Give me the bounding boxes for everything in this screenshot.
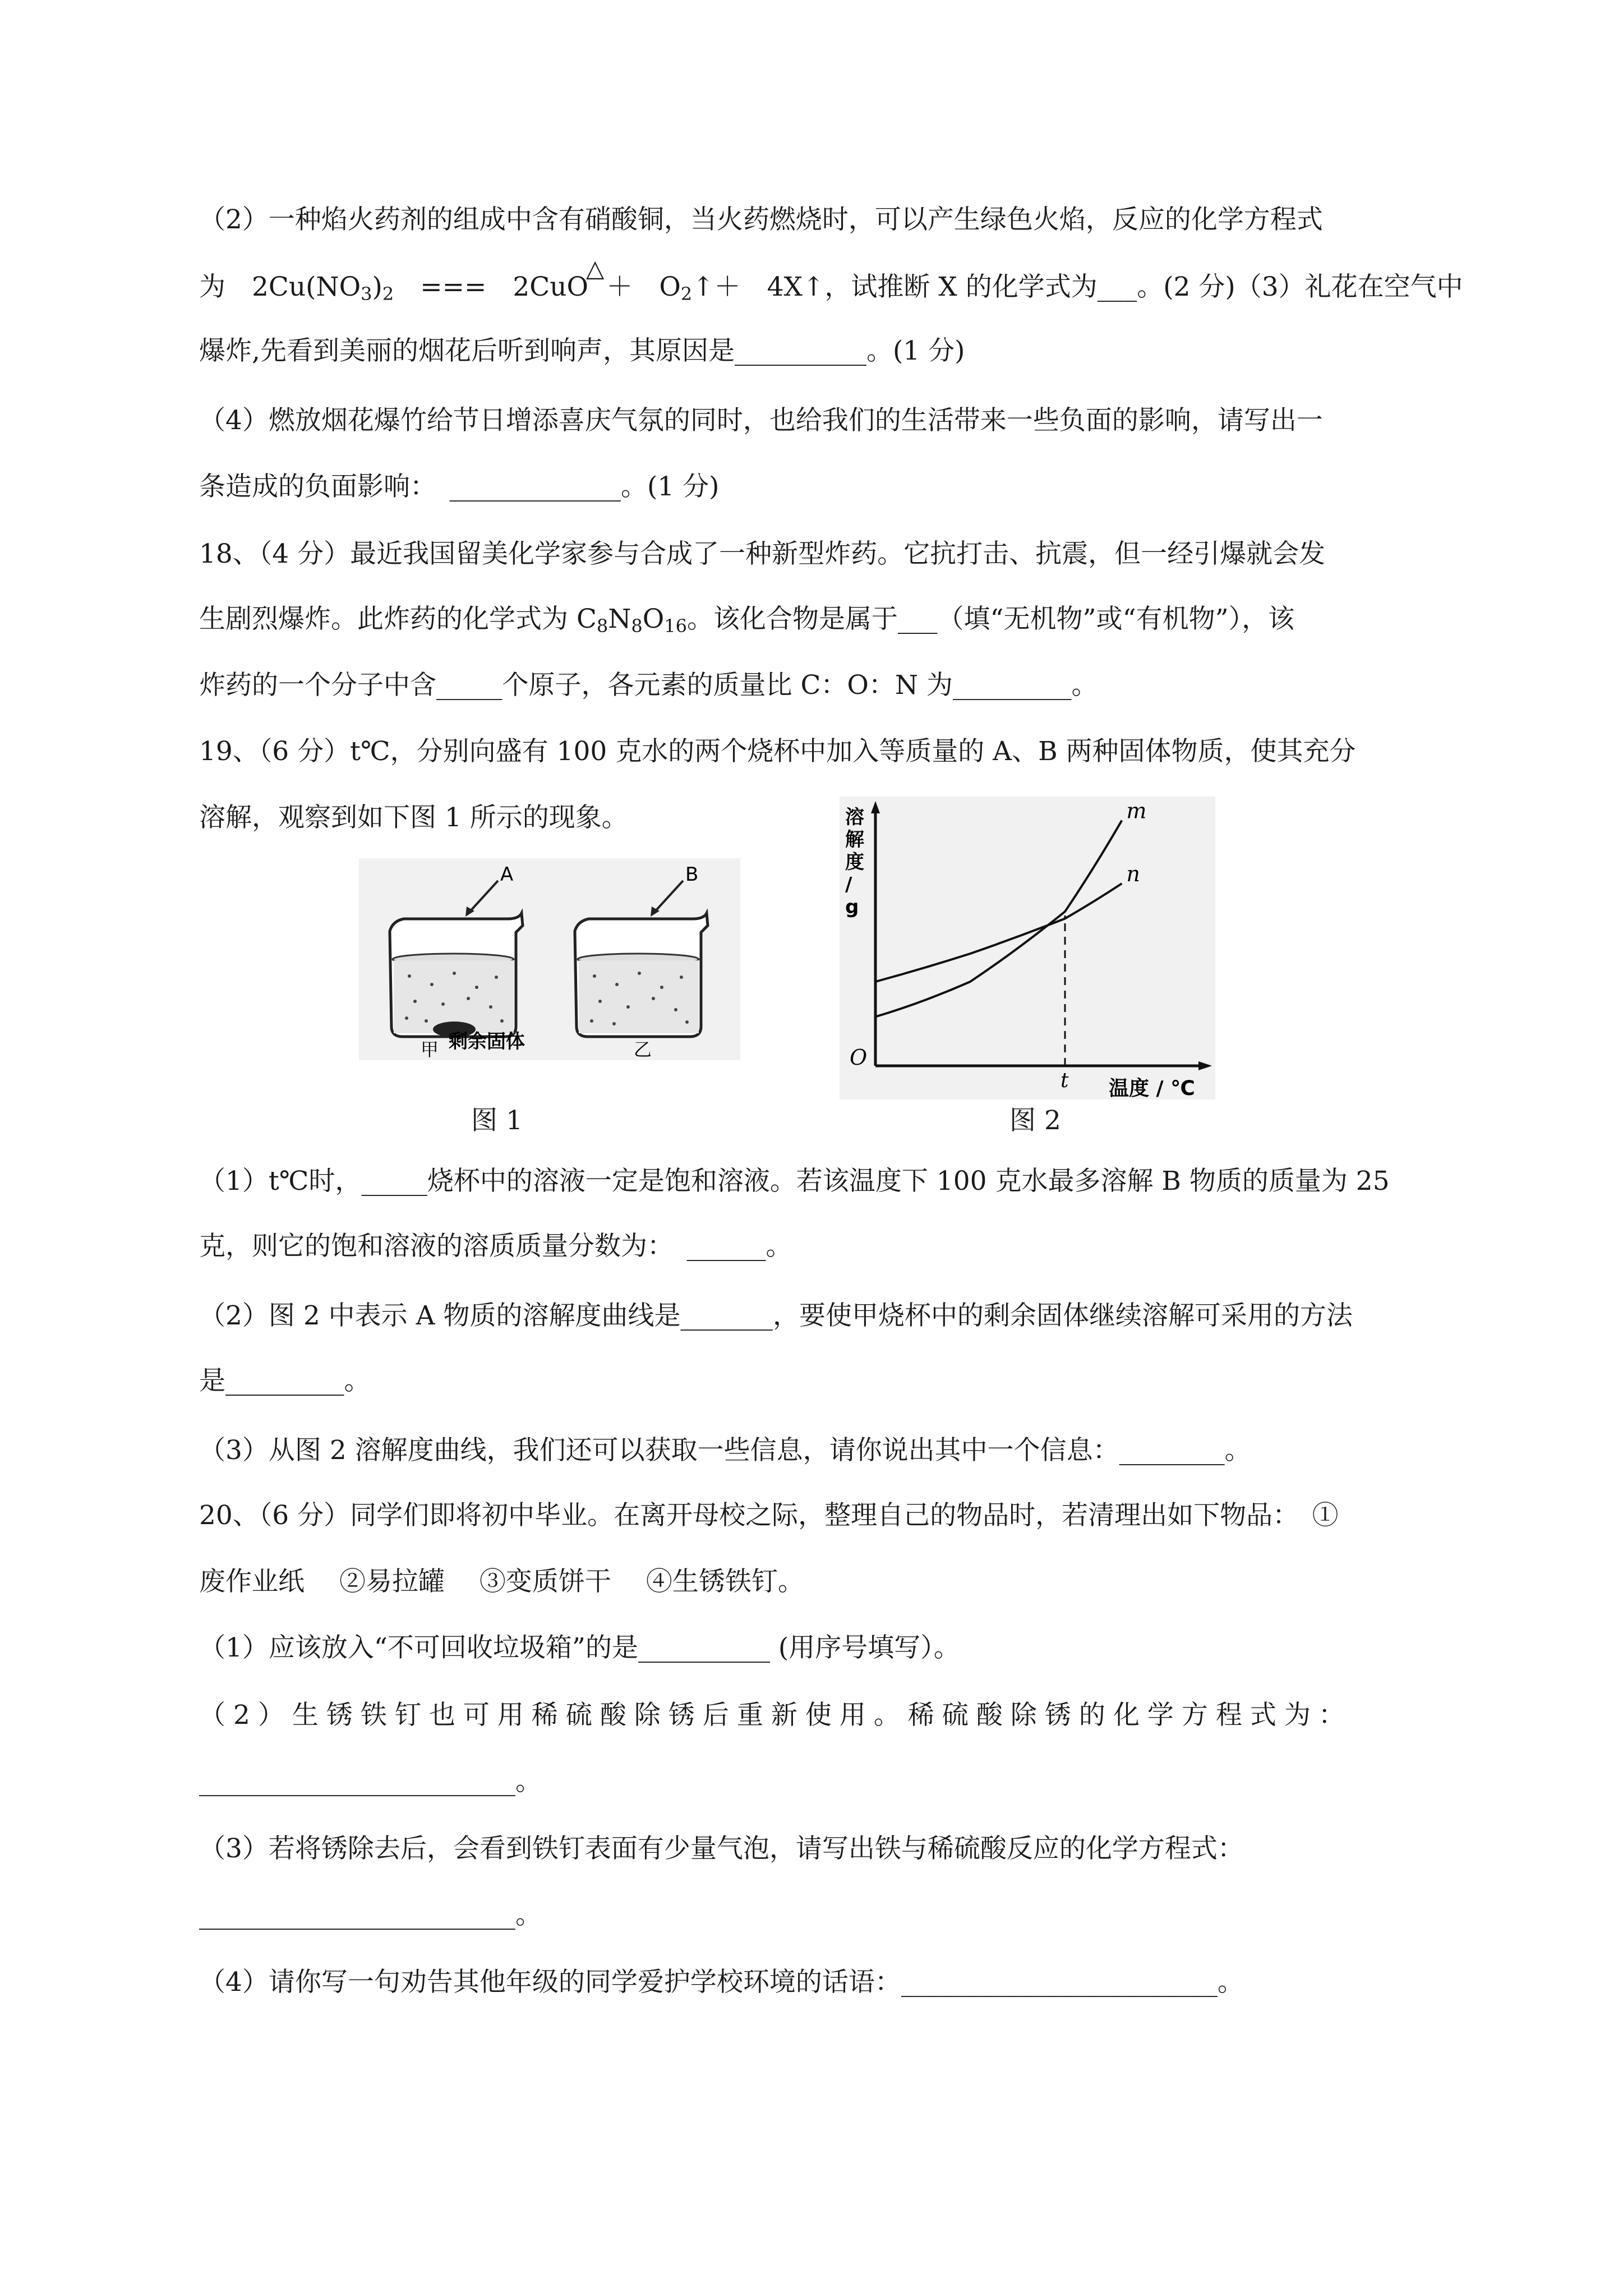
q19-line2: 溶解，观察到如下图 1 所示的现象。 xyxy=(199,802,628,833)
y-axis-label-char: / xyxy=(845,873,852,896)
q17-p3-line: 爆炸,先看到美丽的烟花后听到响声，其原因是__________。(1 分) xyxy=(199,335,965,366)
q17-eq-sub2: 2 xyxy=(382,283,394,305)
q17-eq-sub3: 2 xyxy=(680,283,693,305)
label-b: B xyxy=(685,863,699,886)
q19-p1-line2: 克，则它的饱和溶液的溶质质量分数为： ______。 xyxy=(199,1231,792,1262)
q17-p2-line1: （2）一种焰火药剂的组成中含有硝酸铜，当火药燃烧时，可以产生绿色火焰，反应的化学方程式 xyxy=(199,204,1323,235)
q17-heat-symbol: △ xyxy=(586,255,605,282)
q18-line2-post: 。该化合物是属于___（填“无机物”或“有机物”），该 xyxy=(687,604,1295,634)
q18-formula-n: N xyxy=(608,604,631,634)
curve-m-label: m xyxy=(1126,798,1147,823)
q20-p2-line1: （2）生锈铁钉也可用稀硫酸除锈后重新使用。稀硫酸除锈的化学方程式为： xyxy=(199,1700,1353,1731)
y-axis-label-char: 解 xyxy=(845,829,864,851)
y-axis-label-char: 度 xyxy=(845,851,864,873)
q20-line2: 废作业纸 ②易拉罐 ③变质饼干 ④生锈铁钉。 xyxy=(199,1566,804,1597)
q17-eq-part2: ) xyxy=(372,272,382,302)
figure-2-caption: 图 2 xyxy=(1009,1105,1061,1136)
q17-eq-sub1: 3 xyxy=(361,283,372,305)
label-a: A xyxy=(500,863,514,886)
q20-p3-line2: ________________________。 xyxy=(199,1899,542,1930)
curve-n-label: n xyxy=(1126,862,1140,886)
q18-line1: 18、（4 分）最近我国留美化学家参与合成了一种新型炸药。它抗打击、抗震，但一经引爆就会发 xyxy=(199,539,1326,569)
q17-eq-part5: ↑＋ 4X↑，试推断 X 的化学式为___。(2 分)（3）礼花在空气中 xyxy=(692,272,1463,302)
y-axis-label-char: g xyxy=(845,896,859,918)
q20-p2-line2: ________________________。 xyxy=(199,1766,542,1797)
q17-eq-part1: 为 2Cu(NO xyxy=(199,272,361,302)
label-jia: 甲 xyxy=(421,1039,439,1060)
q18-formula-pre: 生剧烈爆炸。此炸药的化学式为 C xyxy=(199,604,597,634)
q17-p4-line1: （4）燃放烟花爆竹给节日增添喜庆气氛的同时，也给我们的生活带来一些负面的影响，请写出一 xyxy=(199,405,1323,436)
figure-2-solubility-chart xyxy=(840,797,1215,1099)
q19-p2-line2: 是_________。 xyxy=(199,1365,371,1396)
beaker-yi xyxy=(575,913,708,1037)
origin-label: O xyxy=(850,1045,868,1070)
q18-line3: 炸药的一个分子中含_____个原子，各元素的质量比 C：O：N 为_________。 xyxy=(199,670,1098,701)
q19-p1-line1: （1）t℃时，_____烧杯中的溶液一定是饱和溶液。若该温度下 100 克水最多溶解 B 物质的质量为 25 xyxy=(199,1166,1390,1197)
q17-eq-part3: === 2CuO xyxy=(394,272,589,302)
q20-p1: （1）应该放入“不可回收垃圾箱”的是__________ (用序号填写）。 xyxy=(199,1632,960,1663)
q20-p3-line1: （3）若将锈除去后，会看到铁钉表面有少量气泡，请写出铁与稀硫酸反应的化学方程式： xyxy=(199,1833,1244,1864)
beaker-jia xyxy=(390,913,523,1037)
t-tick-label: t xyxy=(1061,1069,1069,1092)
q17-p4-line2: 条造成的负面影响： _____________。(1 分) xyxy=(199,471,720,502)
q20-line1: 20、（6 分）同学们即将初中毕业。在离开母校之际，整理自己的物品时，若清理出如下物品： ① xyxy=(199,1500,1339,1531)
q17-eq-part4: ＋ O xyxy=(606,272,681,302)
q20-p4: （4）请你写一句劝告其他年级的同学爱护学校环境的话语：________________________。 xyxy=(199,1967,1244,1998)
q17-p2-line2 xyxy=(199,255,1463,311)
label-yi: 乙 xyxy=(634,1039,652,1060)
q18-sub-o: 16 xyxy=(664,615,688,637)
figure-1-caption: 图 1 xyxy=(471,1105,523,1136)
q18-sub-c: 8 xyxy=(596,615,608,637)
q19-p2-line1: （2）图 2 中表示 A 物质的溶解度曲线是_______，要使甲烧杯中的剩余固体继续溶解可采用的方法 xyxy=(199,1300,1353,1331)
q18-line2 xyxy=(199,602,1294,643)
q18-sub-n: 8 xyxy=(631,615,643,637)
x-axis-label: 温度 / ℃ xyxy=(1109,1077,1195,1099)
q19-line1: 19、（6 分）t℃，分别向盛有 100 克水的两个烧杯中加入等质量的 A、B 两种固体物质，使其充分 xyxy=(199,736,1356,767)
figure-1-beakers xyxy=(359,858,740,1060)
y-axis-label-char: 溶 xyxy=(845,806,864,829)
q18-formula-o: O xyxy=(642,604,665,634)
label-residue: 剩余固体 xyxy=(449,1030,525,1053)
q19-p3-line: （3）从图 2 溶解度曲线，我们还可以获取一些信息，请你说出其中一个信息：________。 xyxy=(199,1435,1251,1466)
